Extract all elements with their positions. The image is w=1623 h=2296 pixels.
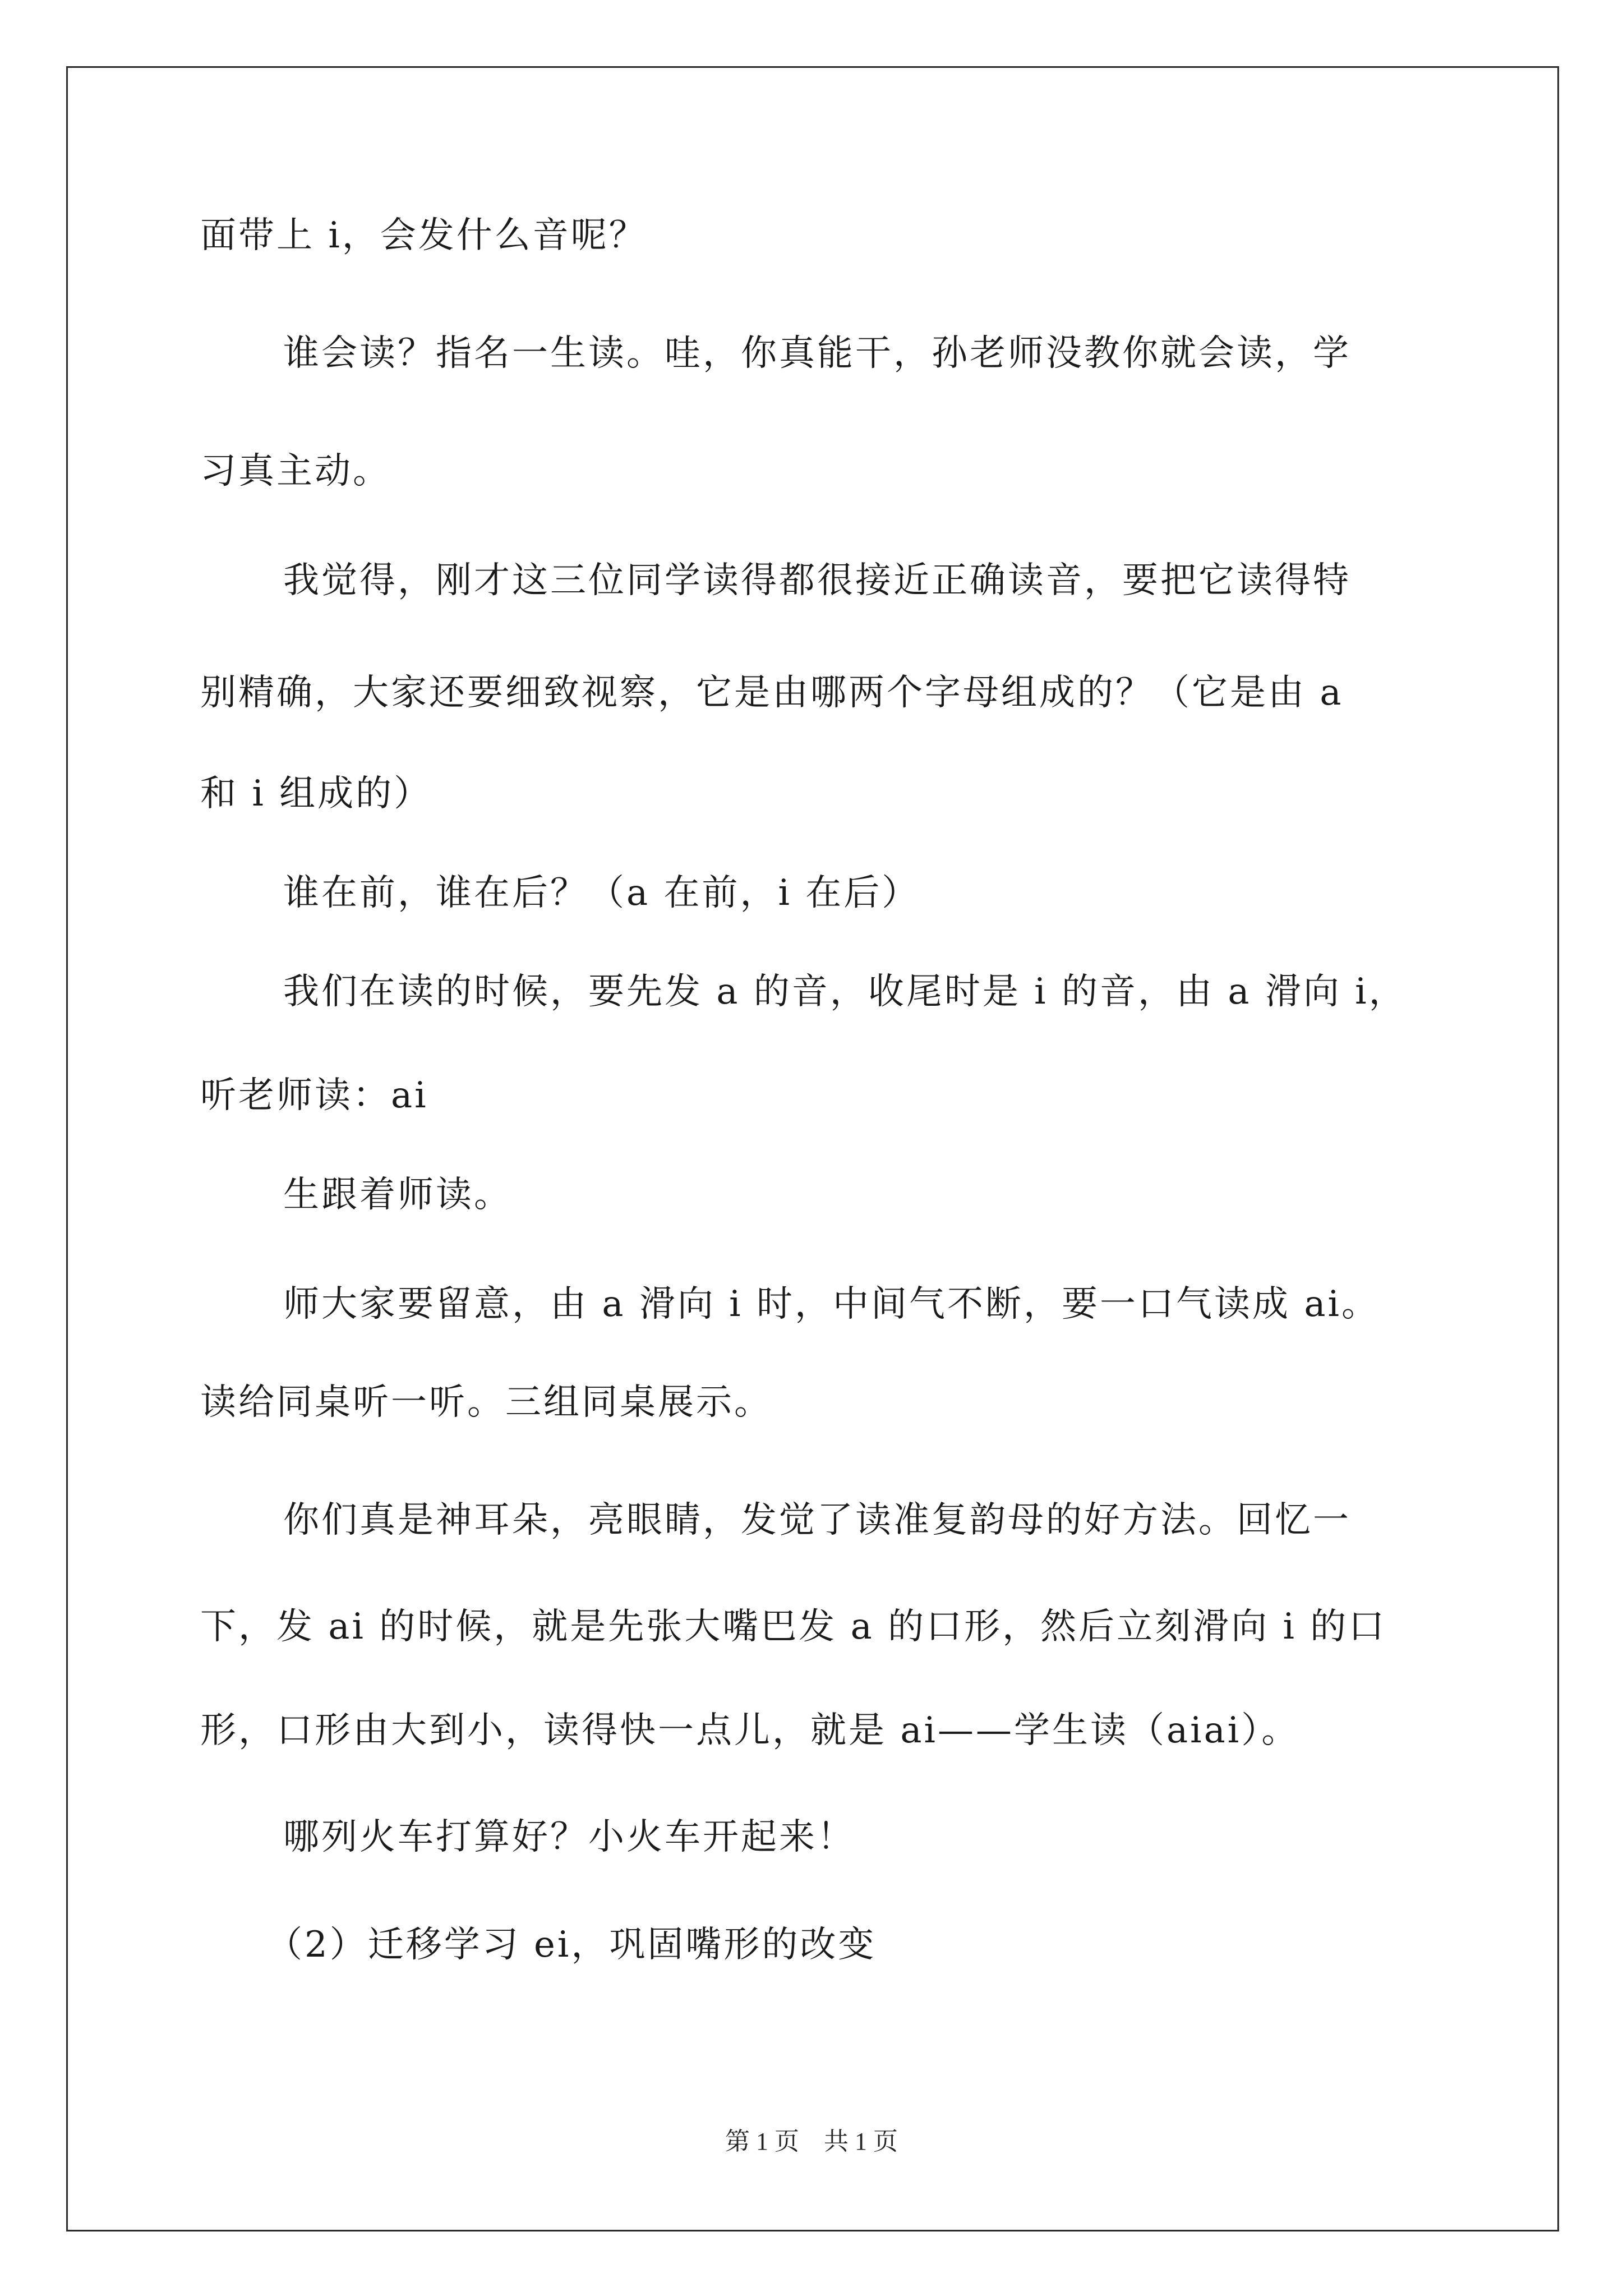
text-line: 我觉得，刚才这三位同学读得都很接近正确读音，要把它读得特 [283, 560, 1351, 601]
text-line: 谁在前，谁在后？（a 在前，i 在后） [283, 872, 920, 914]
text-line: 哪列火车打算好？小火车开起来！ [283, 1816, 855, 1858]
text-line: 听老师读：ai [200, 1075, 428, 1116]
text-line: 我们在读的时候，要先发 a 的音，收尾时是 i 的音，由 a 滑向 i， [283, 971, 1407, 1013]
text-line: 和 i 组成的） [200, 773, 432, 815]
text-line: 谁会读？指名一生读。哇，你真能干，孙老师没教你就会读，学 [283, 333, 1351, 374]
page-number-footer: 第 1 页 共 1 页 [725, 2128, 898, 2155]
text-line: （2）迁移学习 ei，巩固嘴形的改变 [266, 1924, 877, 1966]
text-line: 生跟着师读。 [283, 1174, 512, 1216]
text-line: 下，发 ai 的时候，就是先张大嘴巴发 a 的口形，然后立刻滑向 i 的口 [200, 1606, 1387, 1648]
text-line: 面带上 i，会发什么音呢？ [200, 215, 647, 256]
text-line: 师大家要留意，由 a 滑向 i 时，中间气不断，要一口气读成 ai。 [283, 1283, 1380, 1325]
text-line: 形，口形由大到小，读得快一点儿，就是 ai——学生读（aiai）。 [200, 1710, 1300, 1751]
page-border [66, 66, 1559, 2231]
text-line: 读给同桌听一听。三组同桌展示。 [200, 1382, 772, 1423]
text-line: 别精确，大家还要细致视察，它是由哪两个字母组成的？（它是由 a [200, 672, 1344, 714]
text-line: 习真主动。 [200, 450, 391, 492]
text-line: 你们真是神耳朵，亮眼睛，发觉了读准复韵母的好方法。回忆一 [283, 1499, 1351, 1541]
